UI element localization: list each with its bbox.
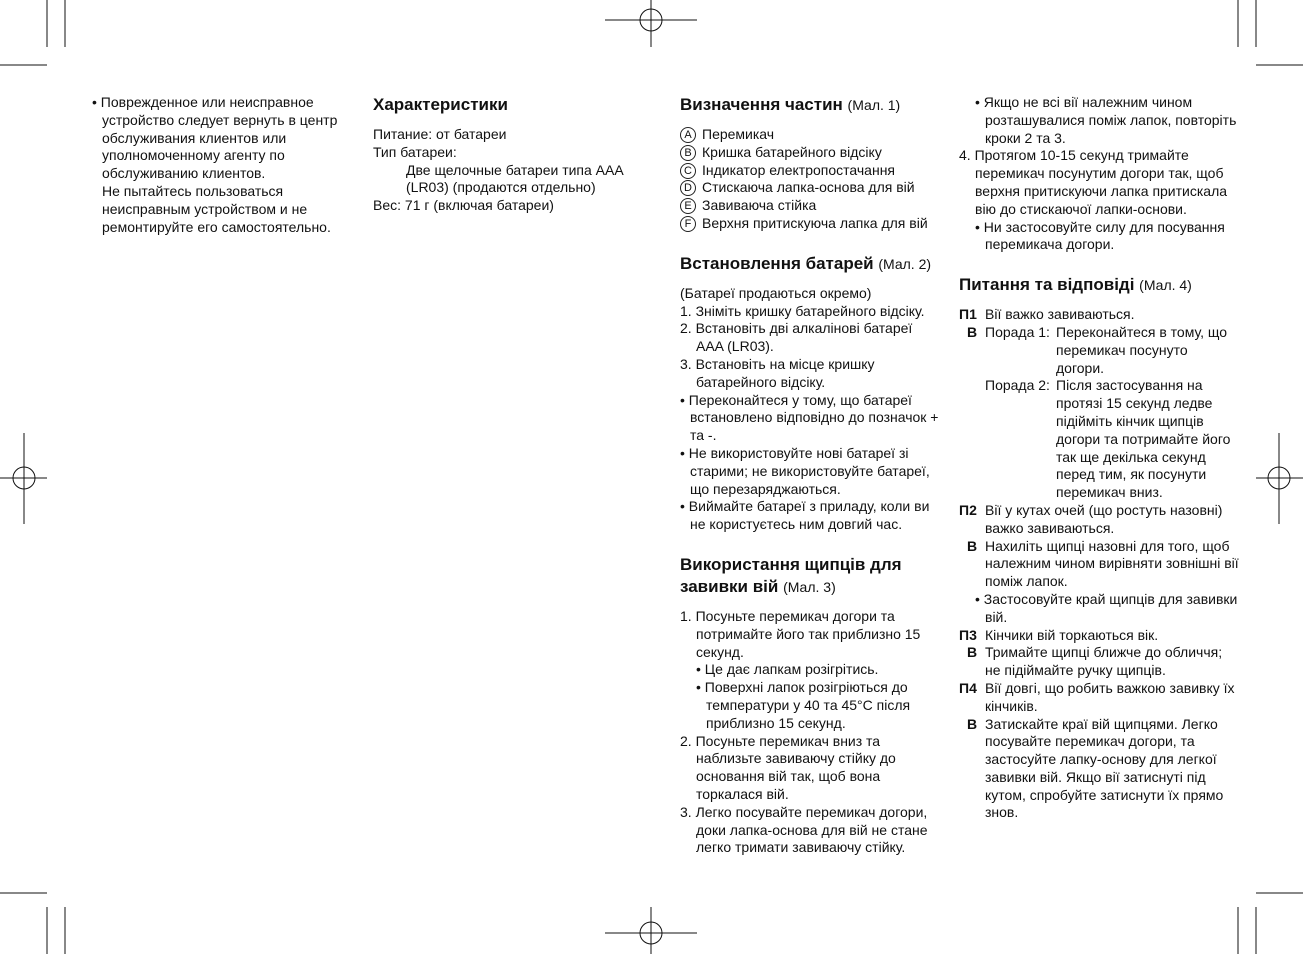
question: П1 Вії важко завиваються. [959, 306, 1135, 323]
usage-step: 2. Посуньте перемикач вниз та наблизьте завиваючу стійку до основання вій так, щоб вона торкалася вій. [680, 732, 896, 802]
battery-step: 1. Зніміть кришку батарейного відсіку. [680, 302, 925, 319]
column-1 [92, 94, 354, 236]
usage-bullet: • Це дає лапкам розігрітись. [696, 661, 879, 678]
part-item: A Перемикач [680, 126, 942, 144]
letter-circle-icon: E [680, 198, 696, 214]
registration-mark-bottom [605, 907, 697, 954]
battery-step: 2. Встановіть дві алкалінові батареї AAA (LR03). [680, 320, 913, 355]
parts-list [680, 126, 942, 233]
usage-step: 1. Посуньте перемикач догори та потримайте його так приблизно 15 секунд. [680, 607, 921, 660]
usage-bullet: • Якщо не всі вії належним чином розташувалися поміж лапок, повторіть кроки 2 та 3. [975, 94, 1237, 146]
spec-weight: Вес: 71 г (включая батареи) [373, 197, 554, 214]
specs-title: Характеристики [373, 95, 508, 114]
letter-circle-icon: F [680, 216, 696, 232]
battery-step: 3. Встановіть на місце кришку батарейного відсіку. [680, 355, 875, 390]
usage-title: Використання щипців для завивки вій (Мал. 3) [680, 554, 902, 596]
part-item: D Стискаюча лапка-основа для вій [680, 179, 942, 197]
registration-mark-right [1256, 433, 1303, 524]
letter-circle-icon: C [680, 163, 696, 179]
battery-note: (Батареї продаються окремо) [680, 284, 872, 301]
part-item: F Верхня притискуюча лапка для вій [680, 215, 942, 233]
question: П4 Вії довгі, що робить важкою завивку їх кінчиків. [959, 679, 1235, 714]
question: П2 Вії у кутах очей (що ростуть назовні) важко завиваються. [959, 501, 1223, 536]
spec-battery-type-label: Тип батареи: [373, 143, 457, 160]
letter-circle-icon: D [680, 180, 696, 196]
answer: В Затискайте краї вій щипцями. Легко посувайте перемикач догори, та застосуйте лапку-основу для легкої завивки вій. Якщо вії затиснуті під кутом, спробуйте затиснути їх прямо знов. [967, 715, 1224, 821]
usage-step: 4. Протягом 10-15 секунд тримайте перемикач посунутим догори так, щоб верхня притискуючи лапка притискала вію до стискаючої лапки-основи. [959, 147, 1228, 217]
column-3 [680, 94, 942, 857]
answer-tip: Порада 2: Після застосування на протязі 15 секунд ледве підійміть кінчик щипців догори та потримайте його так ще декілька секунд перед тим, як посунути перемикач вниз. [985, 377, 1231, 501]
question: П3 Кінчики вій торкаються вік. [959, 626, 1159, 643]
battery-title: Встановлення батарей (Мал. 2) [680, 253, 932, 273]
registration-mark-top [605, 0, 697, 47]
letter-circle-icon: A [680, 127, 696, 143]
part-item: C Індикатор електропостачання [680, 162, 942, 180]
spec-battery-type-value: Две щелочные батареи типа AAA (LR03) (продаются отдельно) [406, 161, 623, 196]
column-4 [959, 94, 1239, 822]
battery-bullet: • Виймайте батареї з приладу, коли ви не користуєтесь ним довгий час. [680, 498, 930, 533]
column-2 [373, 94, 638, 215]
spec-power: Питание: от батареи [373, 126, 507, 142]
usage-step: 3. Легко посувайте перемикач догори, доки лапка-основа для вій не стане легко тримати завиваючу стійку. [680, 803, 928, 856]
battery-bullet: • Не використовуйте нові батареї зі старими; не використовуйте батареї, що перезаряджаються. [680, 444, 930, 497]
answer: В Нахиліть щипці назовні для того, щоб належним чином вирівняти зовнішні вії поміж лапок. [967, 537, 1239, 590]
qa-title: Питання та відповіді (Мал. 4) [959, 275, 1192, 295]
usage-bullet: • Ни застосовуйте силу для посування перемикача догори. [975, 218, 1225, 253]
letter-circle-icon: B [680, 145, 696, 161]
part-item: E Завиваюча стійка [680, 197, 942, 215]
battery-bullet: • Переконайтеся у тому, що батареї встановлено відповідно до позначок + та -. [680, 391, 939, 444]
answer-bullet: • Застосовуйте край щипців для завивки вій. [975, 590, 1238, 625]
answer: В Тримайте щипці ближче до обличчя; не підіймайте ручку щипців. [967, 644, 1223, 679]
warning-note: Не пытайтесь пользоваться неисправным устройством и не ремонтируйте его самостоятельно. [102, 182, 331, 235]
usage-bullet: • Поверхні лапок розігріються до температури у 40 та 45°C після приблизно 15 секунд. [696, 679, 911, 731]
registration-mark-left [0, 433, 47, 524]
answer: В Порада 1: Переконайтеся в тому, що перемикач посунуто догори. [967, 323, 1228, 376]
warning-bullet: • Поврежденное или неисправное устройство следует вернуть в центр обслуживания клиентов или уполномоченному агенту по обслуживанию клиентов. Не пытайтесь пользоваться неисправным устройством и не ремонтируйте его самостоятельно. [92, 94, 338, 235]
parts-title: Визначення частин (Мал. 1) [680, 95, 901, 114]
part-item: B Кришка батарейного відсіку [680, 144, 942, 162]
